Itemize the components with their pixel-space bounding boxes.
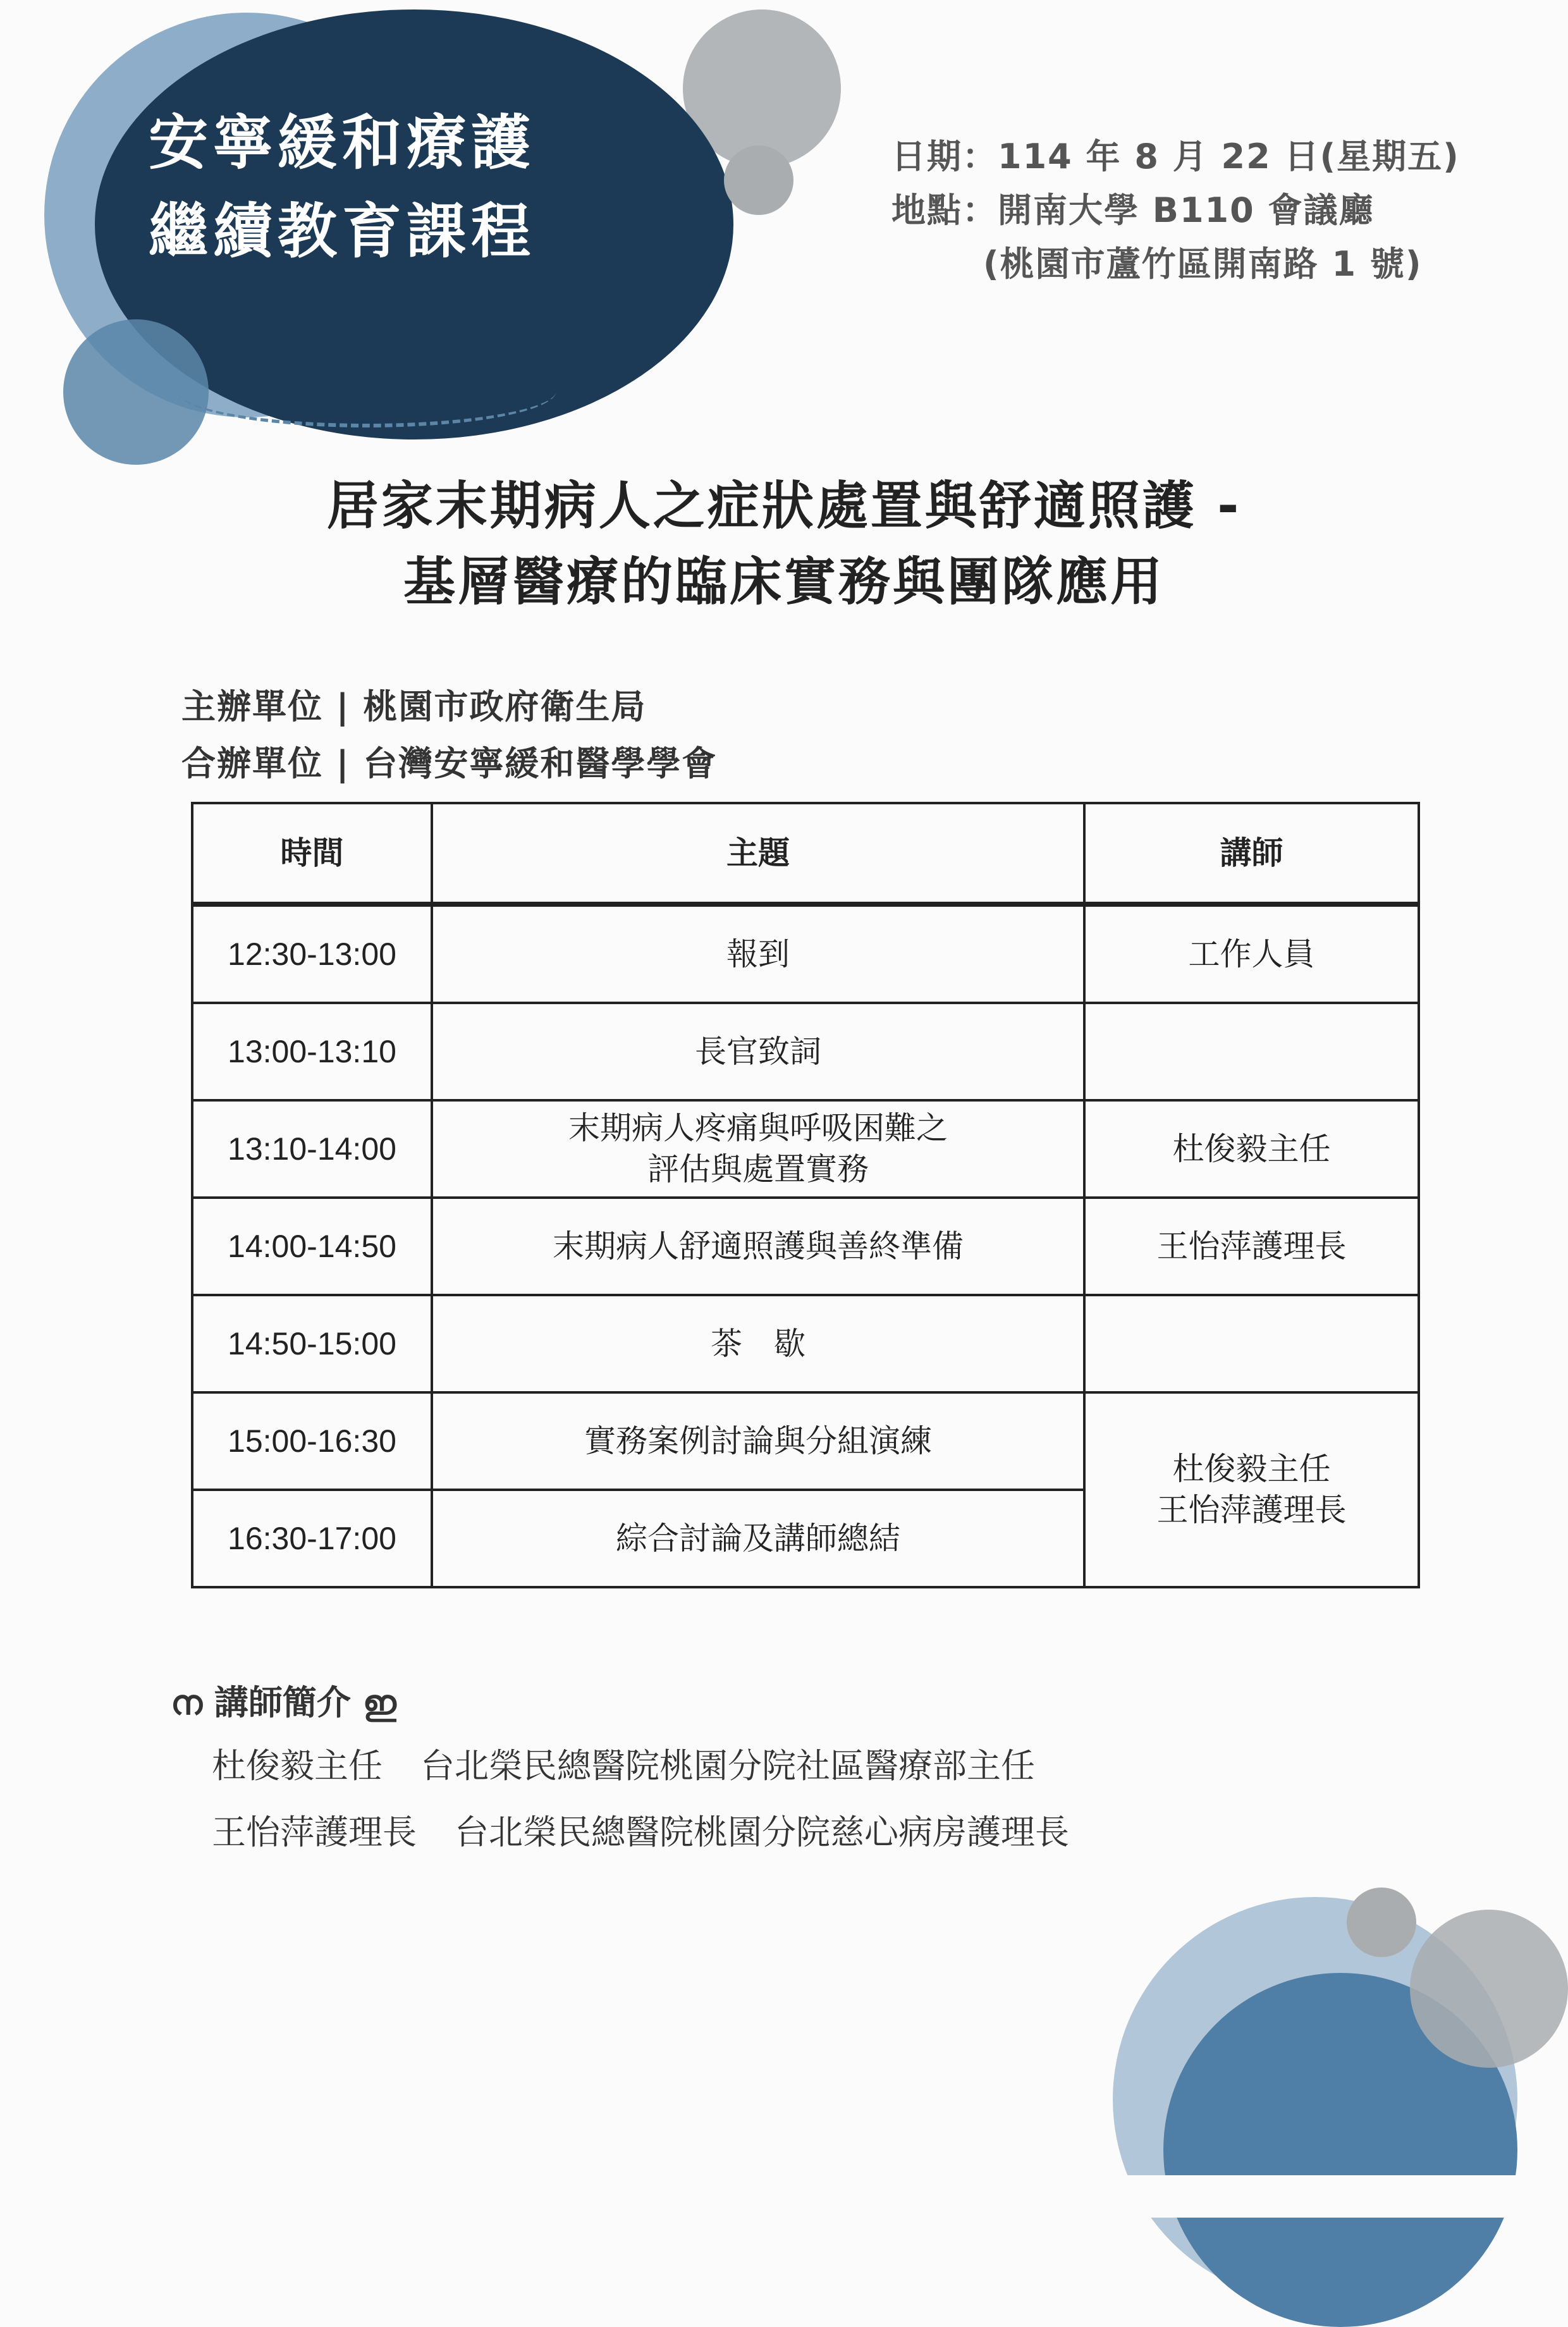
row-topic: 報到: [432, 904, 1084, 1003]
row-time: 14:00-14:50: [192, 1198, 432, 1295]
speaker-title: 台北榮民總醫院桃園分院慈心病房護理長: [455, 1812, 1069, 1852]
row-time: 14:50-15:00: [192, 1295, 432, 1392]
speaker-intro-item: [212, 1805, 1069, 1854]
table-row: [192, 904, 1419, 1003]
table-row: [192, 1003, 1419, 1100]
row-time: 15:00-16:30: [192, 1392, 432, 1490]
speaker-title: 台北榮民總醫院桃園分院社區醫療部主任: [420, 1746, 1035, 1786]
table-row: [192, 1392, 1419, 1490]
organizer-co-host: 合辦單位 | 台灣安寧緩和醫學學會: [181, 744, 718, 783]
header-time: 時間: [192, 803, 432, 904]
header-topic: 主題: [432, 803, 1084, 904]
row-time: 16:30-17:00: [192, 1490, 432, 1587]
event-date: 日期：114 年 8 月 22 日(星期五): [891, 137, 1460, 176]
row-speaker-merged: 杜俊毅主任 王怡萍護理長: [1084, 1392, 1419, 1587]
table-row: [192, 1198, 1419, 1295]
schedule-header-row: [192, 803, 1419, 904]
organizer-host: 主辦單位 | 桃園市政府衛生局: [181, 687, 647, 727]
decor-dashed-arc: [177, 354, 556, 427]
table-row: [192, 1295, 1419, 1392]
row-speaker: [1084, 1295, 1419, 1392]
decor-circle-footer-small: [1347, 1888, 1416, 1957]
speaker-name: 王怡萍護理長: [212, 1812, 417, 1852]
decor-circle-small-grey: [724, 145, 793, 215]
row-topic: 末期病人疼痛與呼吸困難之 評估與處置實務: [432, 1100, 1084, 1198]
header-speaker: 講師: [1084, 803, 1419, 904]
row-speaker: [1084, 1003, 1419, 1100]
banner-title-line1: 安寧緩和療護: [149, 109, 536, 178]
row-speaker: 杜俊毅主任: [1084, 1100, 1419, 1198]
row-speaker: 王怡萍護理長: [1084, 1198, 1419, 1295]
row-time: 12:30-13:00: [192, 904, 432, 1003]
decor-circle-footer-grey: [1410, 1910, 1568, 2068]
banner-title-line2: 繼續教育課程: [149, 197, 536, 266]
event-address: (桃園市蘆竹區開南路 1 號): [983, 244, 1423, 284]
row-topic: 長官致詞: [432, 1003, 1084, 1100]
row-topic: 茶 歇: [432, 1295, 1084, 1392]
row-topic: 末期病人舒適照護與善終準備: [432, 1198, 1084, 1295]
schedule-table: [191, 802, 1420, 1588]
course-title-line2: 基層醫療的臨床實務與團隊應用: [403, 552, 1165, 612]
row-time: 13:10-14:00: [192, 1100, 432, 1198]
table-row: [192, 1100, 1419, 1198]
course-title-line1: 居家末期病人之症狀處置與舒適照護 -: [326, 476, 1242, 536]
row-speaker: 工作人員: [1084, 904, 1419, 1003]
event-location: 地點：開南大學 B110 會議廳: [891, 190, 1375, 230]
row-topic: 實務案例討論與分組演練: [432, 1392, 1084, 1490]
speaker-intro-heading: ന 講師簡介 ഇ: [171, 1683, 396, 1722]
row-topic: 綜合討論及講師總結: [432, 1490, 1084, 1587]
decor-footer-edge: [0, 2175, 1568, 2218]
speaker-name: 杜俊毅主任: [212, 1746, 383, 1786]
speaker-intro-item: [212, 1739, 1035, 1788]
row-time: 13:00-13:10: [192, 1003, 432, 1100]
